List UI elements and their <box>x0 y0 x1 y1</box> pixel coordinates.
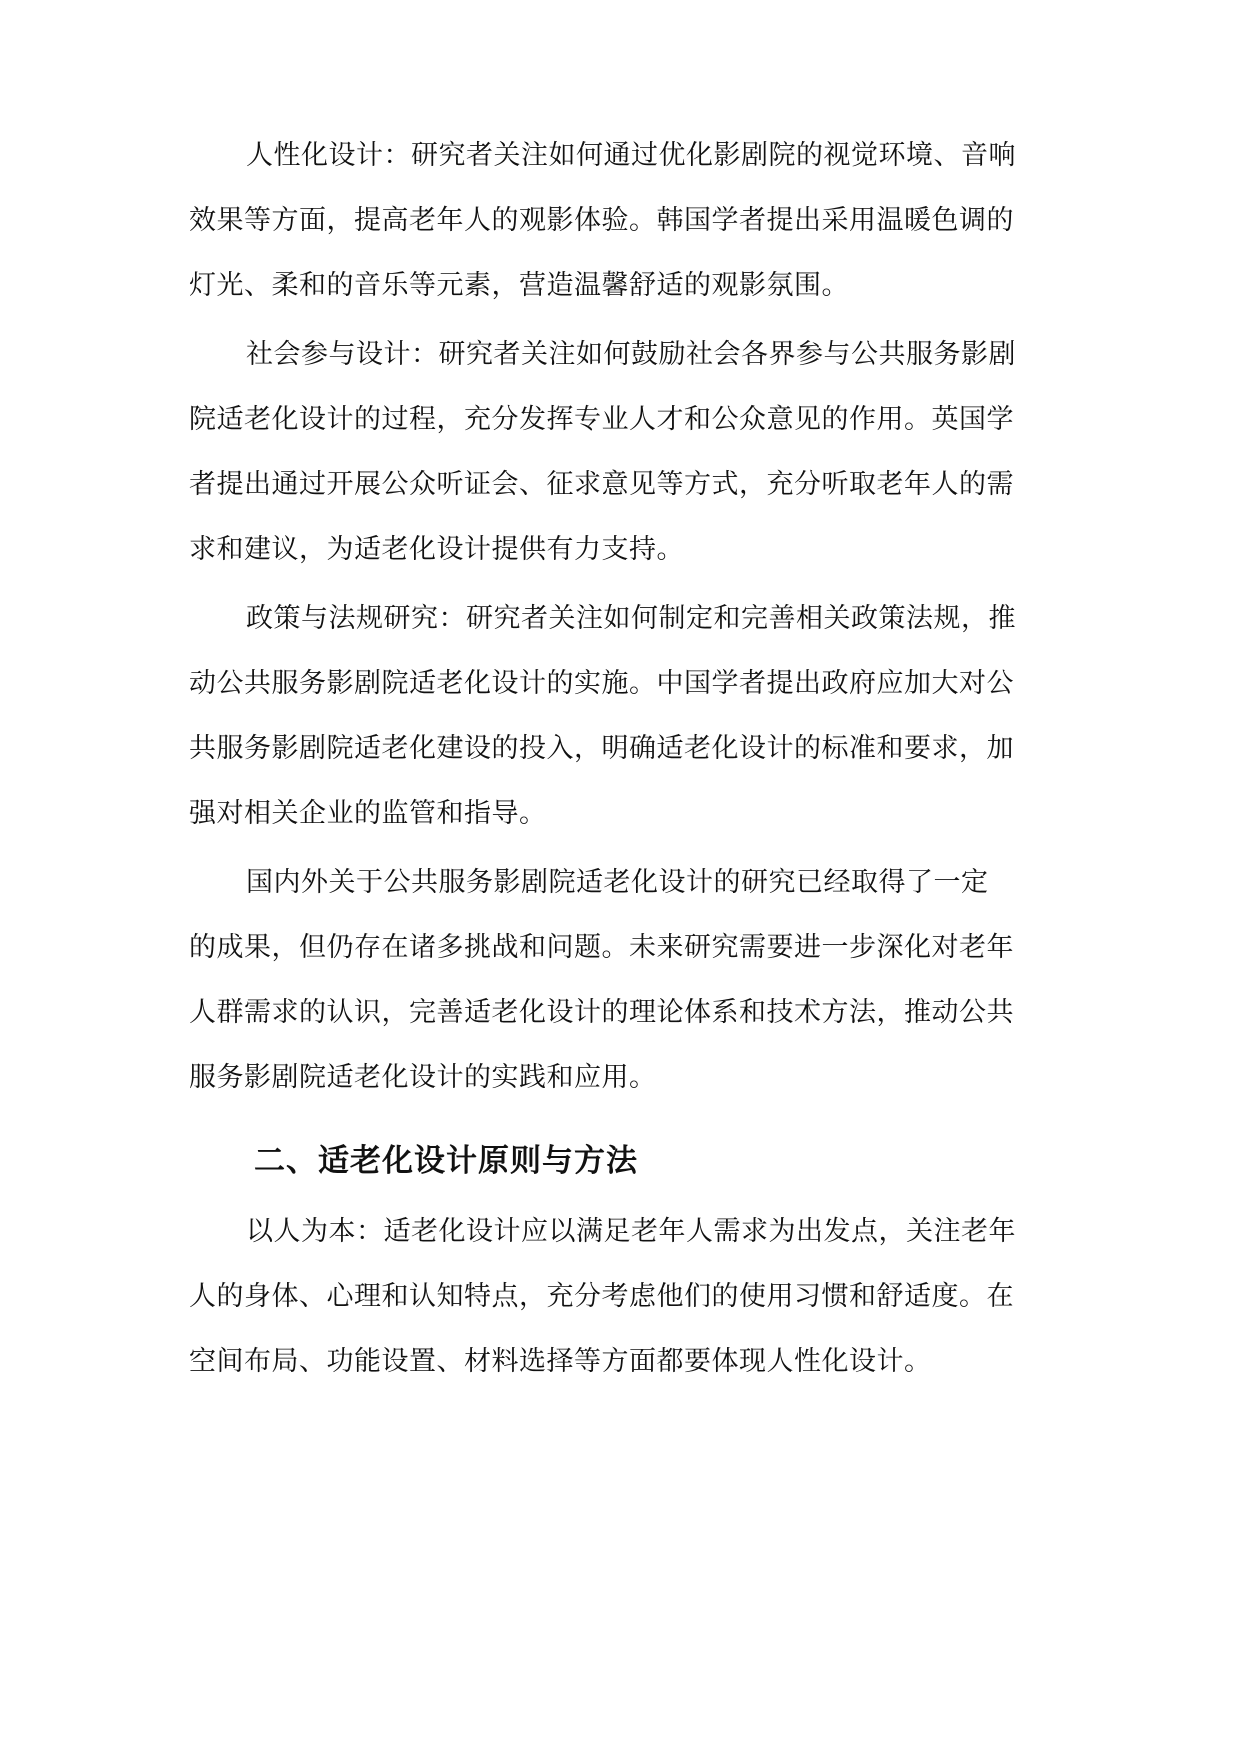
paragraph-line: 灯光、柔和的音乐等元素，营造温馨舒适的观影氛围。 <box>189 270 849 301</box>
paragraph-line: 院适老化设计的过程，充分发挥专业人才和公众意见的作用。英国学 <box>189 404 1014 435</box>
paragraph-line: 效果等方面，提高老年人的观影体验。韩国学者提出采用温暖色调的 <box>189 205 1014 236</box>
paragraph-line: 强对相关企业的监管和指导。 <box>189 798 547 829</box>
paragraph-line: 求和建议，为适老化设计提供有力支持。 <box>189 534 684 565</box>
paragraph-line: 的成果，但仍存在诸多挑战和问题。未来研究需要进一步深化对老年 <box>189 932 1014 963</box>
paragraph-line: 以人为本：适老化设计应以满足老年人需求为出发点，关注老年 <box>246 1216 1016 1247</box>
paragraph-line: 动公共服务影剧院适老化设计的实施。中国学者提出政府应加大对公 <box>189 668 1014 699</box>
paragraph-line: 空间布局、功能设置、材料选择等方面都要体现人性化设计。 <box>189 1346 932 1377</box>
paragraph-line: 服务影剧院适老化设计的实践和应用。 <box>189 1062 657 1093</box>
paragraph-line: 人群需求的认识，完善适老化设计的理论体系和技术方法，推动公共 <box>189 997 1014 1028</box>
paragraph-line: 国内外关于公共服务影剧院适老化设计的研究已经取得了一定 <box>246 867 989 898</box>
paragraph-line: 政策与法规研究：研究者关注如何制定和完善相关政策法规，推 <box>246 603 1016 634</box>
section-heading: 二、适老化设计原则与方法 <box>254 1143 638 1179</box>
paragraph-line: 人的身体、心理和认知特点，充分考虑他们的使用习惯和舒适度。在 <box>189 1281 1014 1312</box>
paragraph-line: 共服务影剧院适老化建设的投入，明确适老化设计的标准和要求，加 <box>189 733 1014 764</box>
paragraph-line: 者提出通过开展公众听证会、征求意见等方式，充分听取老年人的需 <box>189 469 1014 500</box>
paragraph-line: 社会参与设计：研究者关注如何鼓励社会各界参与公共服务影剧 <box>246 339 1016 370</box>
paragraph-line: 人性化设计：研究者关注如何通过优化影剧院的视觉环境、音响 <box>246 140 1016 171</box>
